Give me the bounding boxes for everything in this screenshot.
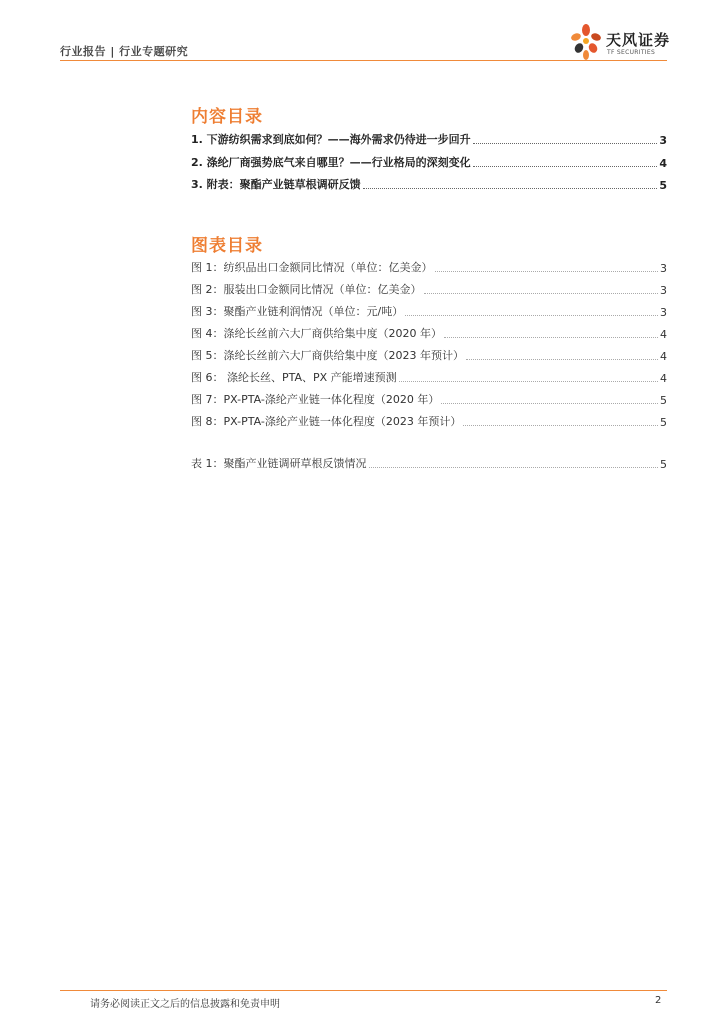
figure-entry[interactable] <box>191 369 667 385</box>
toc-entry[interactable] <box>191 131 667 147</box>
table-entry-page: 5 <box>660 458 667 471</box>
page-number: 2 <box>655 995 662 1006</box>
figure-entry[interactable] <box>191 413 667 429</box>
toc-entry-page: 5 <box>659 179 667 192</box>
toc-leader <box>405 314 658 316</box>
figure-entry-text: 图 7：PX-PTA-涤纶产业链一体化程度（2020 年） <box>191 393 440 406</box>
figure-entry-page: 4 <box>660 372 667 385</box>
header-divider <box>60 60 667 61</box>
toc-entry-text: 1. 下游纺织需求到底如何？——海外需求仍待进一步回升 <box>191 133 471 146</box>
toc-entry-text: 3. 附表：聚酯产业链草根调研反馈 <box>191 178 361 191</box>
logo-company-name: 天风证券 <box>606 31 671 49</box>
header-report-type: 行业报告 | 行业专题研究 <box>60 45 189 58</box>
company-logo <box>568 23 671 61</box>
footer-disclaimer: 请务必阅读正文之后的信息披露和免责申明 <box>90 999 280 1010</box>
toc-entry-page: 3 <box>659 134 667 147</box>
figure-entry-text: 图 8：PX-PTA-涤纶产业链一体化程度（2023 年预计） <box>191 415 462 428</box>
flower-logo-icon <box>568 23 604 61</box>
toc-leader <box>441 402 658 404</box>
logo-company-english: TF SECURITIES <box>607 49 656 56</box>
toc-entry[interactable] <box>191 154 667 170</box>
figure-entry[interactable] <box>191 303 667 319</box>
toc-leader <box>473 142 658 144</box>
figure-entry-text: 图 2：服装出口金额同比情况（单位：亿美金） <box>191 283 422 296</box>
figure-entry-page: 3 <box>660 306 667 319</box>
toc-entry[interactable] <box>191 176 667 192</box>
toc-leader <box>424 292 659 294</box>
toc-leader <box>435 270 659 272</box>
table-entry[interactable] <box>191 455 667 471</box>
contents-title: 内容目录 <box>191 107 263 127</box>
figure-entry-text: 图 3：聚酯产业链利润情况（单位：元/吨） <box>191 305 404 318</box>
toc-leader <box>363 187 658 189</box>
toc-leader <box>463 424 658 426</box>
figure-entry-text: 图 1：纺织品出口金额同比情况（单位：亿美金） <box>191 261 433 274</box>
figure-entry-text: 图 4：涤纶长丝前六大厂商供给集中度（2020 年） <box>191 327 442 340</box>
toc-leader <box>473 165 658 167</box>
figure-entry-text: 图 6： 涤纶长丝、PTA、PX 产能增速预测 <box>191 371 397 384</box>
footer-divider <box>60 990 667 991</box>
figure-entry[interactable] <box>191 325 667 341</box>
toc-leader <box>399 380 658 382</box>
toc-entry-text: 2. 涤纶厂商强势底气来自哪里？——行业格局的深刻变化 <box>191 156 471 169</box>
figure-entry-text: 图 5：涤纶长丝前六大厂商供给集中度（2023 年预计） <box>191 349 464 362</box>
figure-entry-page: 4 <box>660 328 667 341</box>
figure-entry[interactable] <box>191 347 667 363</box>
figure-entry-page: 4 <box>660 350 667 363</box>
table-entry-text: 表 1：聚酯产业链调研草根反馈情况 <box>191 457 367 470</box>
figure-entry[interactable] <box>191 281 667 297</box>
figure-entry[interactable] <box>191 259 667 275</box>
figure-entry-page: 3 <box>660 284 667 297</box>
figure-entry-page: 5 <box>660 416 667 429</box>
toc-leader <box>369 466 659 468</box>
toc-leader <box>466 358 658 360</box>
figure-entry[interactable] <box>191 391 667 407</box>
toc-entry-page: 4 <box>659 157 667 170</box>
figure-entry-page: 5 <box>660 394 667 407</box>
toc-leader <box>444 336 658 338</box>
figures-title: 图表目录 <box>191 236 263 256</box>
figure-entry-page: 3 <box>660 262 667 275</box>
